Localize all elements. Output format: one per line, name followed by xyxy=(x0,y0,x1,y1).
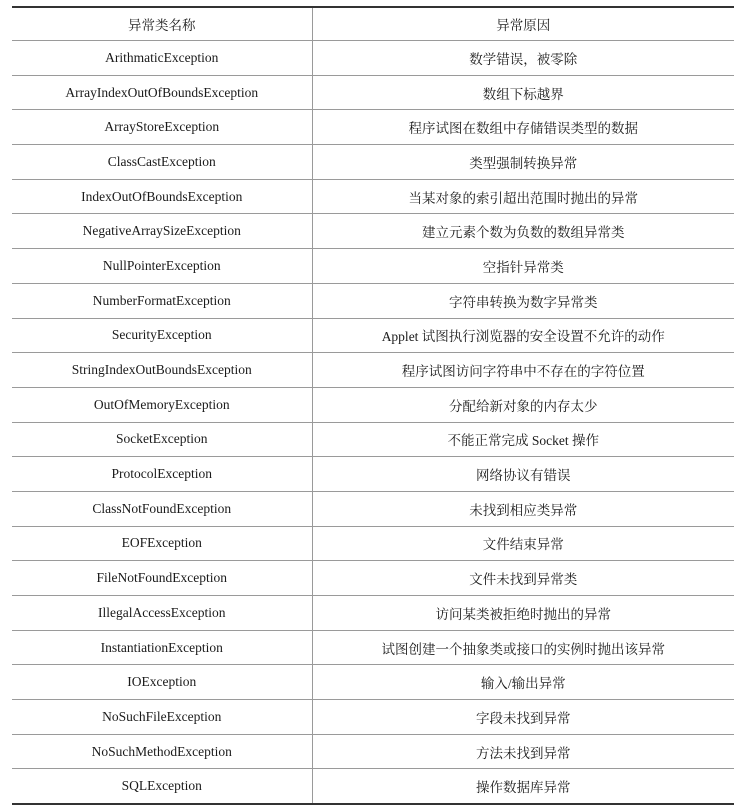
exception-name-cell: NoSuchMethodException xyxy=(12,734,312,769)
table-row xyxy=(12,179,734,214)
exception-name-cell: ProtocolException xyxy=(12,457,312,492)
header-row xyxy=(12,7,734,41)
exception-reason-cell: 程序试图访问字符串中不存在的字符位置 xyxy=(312,353,734,388)
exception-name-cell: NullPointerException xyxy=(12,249,312,284)
exception-reason-cell: 试图创建一个抽象类或接口的实例时抛出该异常 xyxy=(312,630,734,665)
exception-name-cell: SecurityException xyxy=(12,318,312,353)
exception-reason-cell: Applet 试图执行浏览器的安全设置不允许的动作 xyxy=(312,318,734,353)
table-row xyxy=(12,353,734,388)
exception-reason-cell: 文件未找到异常类 xyxy=(312,561,734,596)
exception-reason-cell: 建立元素个数为负数的数组异常类 xyxy=(312,214,734,249)
exception-reason-cell: 未找到相应类异常 xyxy=(312,491,734,526)
exception-name-cell: NumberFormatException xyxy=(12,283,312,318)
exception-reason-cell: 类型强制转换异常 xyxy=(312,145,734,180)
exception-name-cell: InstantiationException xyxy=(12,630,312,665)
exception-table xyxy=(12,6,734,805)
exception-name-cell: ArithmaticException xyxy=(12,41,312,76)
table-row xyxy=(12,491,734,526)
column-header-exception-name: 异常类名称 xyxy=(12,7,312,41)
table-row xyxy=(12,283,734,318)
table-row xyxy=(12,561,734,596)
exception-name-cell: IllegalAccessException xyxy=(12,596,312,631)
exception-name-cell: NoSuchFileException xyxy=(12,700,312,735)
column-header-exception-reason: 异常原因 xyxy=(312,7,734,41)
exception-name-cell: ClassCastException xyxy=(12,145,312,180)
exception-reason-cell: 字段未找到异常 xyxy=(312,700,734,735)
exception-reason-cell: 程序试图在数组中存储错误类型的数据 xyxy=(312,110,734,145)
exception-name-cell: FileNotFoundException xyxy=(12,561,312,596)
exception-reason-cell: 数组下标越界 xyxy=(312,75,734,110)
exception-name-cell: IndexOutOfBoundsException xyxy=(12,179,312,214)
exception-name-cell: ArrayIndexOutOfBoundsException xyxy=(12,75,312,110)
table-row xyxy=(12,387,734,422)
table-row xyxy=(12,526,734,561)
table-body xyxy=(12,41,734,805)
exception-name-cell: EOFException xyxy=(12,526,312,561)
exception-reason-cell: 空指针异常类 xyxy=(312,249,734,284)
table-row xyxy=(12,596,734,631)
exception-reason-cell: 不能正常完成 Socket 操作 xyxy=(312,422,734,457)
exception-name-cell: SocketException xyxy=(12,422,312,457)
exception-reason-cell: 网络协议有错误 xyxy=(312,457,734,492)
table-row xyxy=(12,75,734,110)
exception-name-cell: ClassNotFoundException xyxy=(12,491,312,526)
exception-reason-cell: 文件结束异常 xyxy=(312,526,734,561)
exception-name-cell: NegativeArraySizeException xyxy=(12,214,312,249)
exception-reason-cell: 操作数据库异常 xyxy=(312,769,734,804)
exception-reason-cell: 字符串转换为数字异常类 xyxy=(312,283,734,318)
table-row xyxy=(12,110,734,145)
exception-reason-cell: 访问某类被拒绝时抛出的异常 xyxy=(312,596,734,631)
table-row xyxy=(12,665,734,700)
table-header xyxy=(12,7,734,41)
exception-name-cell: StringIndexOutBoundsException xyxy=(12,353,312,388)
table-row xyxy=(12,41,734,76)
table-row xyxy=(12,422,734,457)
table-row xyxy=(12,318,734,353)
exception-table-container xyxy=(12,6,734,805)
table-row xyxy=(12,214,734,249)
exception-reason-cell: 分配给新对象的内存太少 xyxy=(312,387,734,422)
table-row xyxy=(12,145,734,180)
exception-name-cell: OutOfMemoryException xyxy=(12,387,312,422)
table-row xyxy=(12,700,734,735)
exception-name-cell: ArrayStoreException xyxy=(12,110,312,145)
table-row xyxy=(12,457,734,492)
exception-reason-cell: 输入/输出异常 xyxy=(312,665,734,700)
table-row xyxy=(12,630,734,665)
exception-name-cell: IOException xyxy=(12,665,312,700)
exception-reason-cell: 数学错误，被零除 xyxy=(312,41,734,76)
exception-reason-cell: 方法未找到异常 xyxy=(312,734,734,769)
table-row xyxy=(12,249,734,284)
table-row xyxy=(12,734,734,769)
exception-name-cell: SQLException xyxy=(12,769,312,804)
table-row xyxy=(12,769,734,804)
exception-reason-cell: 当某对象的索引超出范围时抛出的异常 xyxy=(312,179,734,214)
